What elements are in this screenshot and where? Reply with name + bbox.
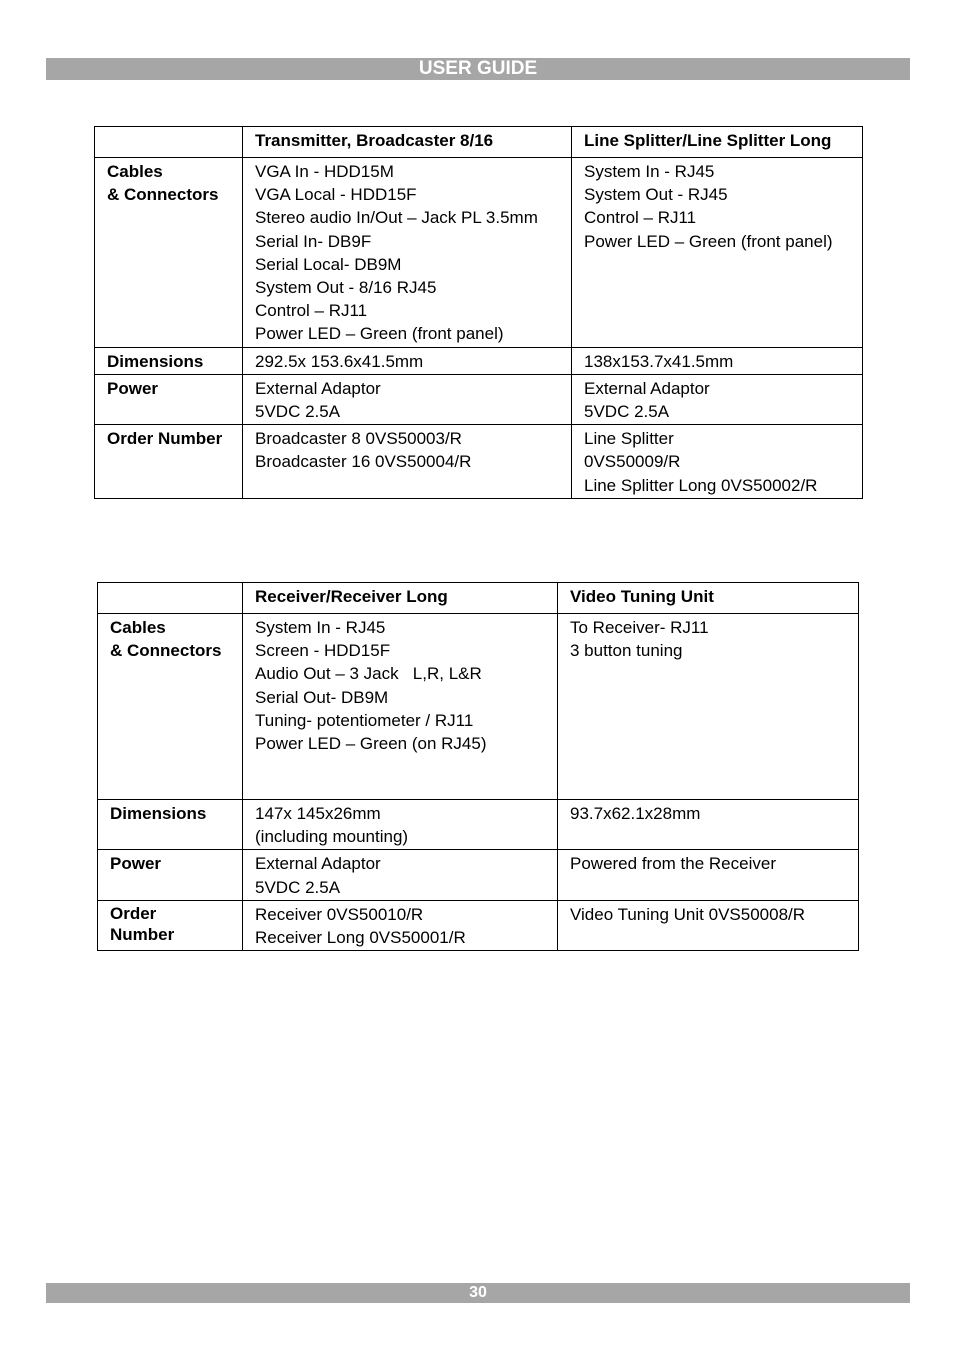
row-label-line: Power [110, 854, 162, 874]
cell-line: Powered from the Receiver [570, 854, 776, 874]
table-header-row [95, 127, 863, 158]
row-label-cables [98, 614, 243, 800]
cell-line: VGA In - HDD15M [255, 162, 394, 181]
cell-video-tuning-order [558, 900, 859, 950]
cell-line: Power LED – Green (front panel) [255, 324, 504, 344]
page-number: 30 [469, 1284, 487, 1301]
row-label-line: Cables [110, 618, 166, 637]
cell-video-tuning-power [558, 850, 859, 900]
cell-line: Broadcaster 16 0VS50004/R [255, 452, 472, 472]
cell-line: 5VDC 2.5A [584, 402, 670, 422]
cell-transmitter-order [243, 425, 572, 499]
spec-table-receiver [97, 582, 859, 951]
cell-line: Control – RJ11 [584, 208, 697, 228]
row-label-line: Order Number [107, 429, 223, 449]
cell-line: Stereo audio In/Out – Jack PL 3.5mm [255, 208, 538, 228]
row-label-order-number [98, 900, 243, 950]
page-header-title: USER GUIDE [418, 58, 538, 79]
table-row-cables [95, 158, 863, 348]
cell-receiver-order [243, 900, 558, 950]
cell-receiver-power [243, 850, 558, 900]
row-label-line: Power [107, 378, 159, 398]
cell-transmitter-power [243, 374, 572, 424]
cell-line-splitter-power [572, 374, 863, 424]
cell-transmitter-cables [243, 158, 572, 348]
cell-line: 292.5x 153.6x41.5mm [255, 351, 424, 371]
row-label-line: & Connectors [110, 641, 222, 661]
table-header-row [98, 583, 859, 614]
cell-line: Video Tuning Unit 0VS50008/R [570, 904, 806, 924]
column-header-video-tuning: Video Tuning Unit [558, 583, 859, 614]
cell-line: Broadcaster 8 0VS50003/R [255, 429, 462, 449]
cell-line: External Adaptor [255, 854, 381, 874]
row-label-power [98, 850, 243, 900]
cell-transmitter-dimensions [243, 347, 572, 374]
cell-line: Serial Local- DB9M [255, 254, 402, 274]
cell-line: Line Splitter Long 0VS50002/R [584, 475, 818, 495]
cell-line: 138x153.7x41.5mm [584, 351, 734, 371]
cell-line: Tuning- potentiometer / RJ11 [255, 710, 474, 730]
row-label-line: Dimensions [110, 804, 207, 823]
cell-line-splitter-cables [572, 158, 863, 348]
cell-line: System Out - 8/16 RJ45 [255, 278, 437, 298]
cell-line: 0VS50009/R [584, 452, 681, 472]
column-header-receiver: Receiver/Receiver Long [243, 583, 558, 614]
table-row-dimensions [95, 347, 863, 374]
column-header-line-splitter: Line Splitter/Line Splitter Long [572, 127, 863, 158]
row-label-line: & Connectors [107, 185, 219, 205]
cell-line: 5VDC 2.5A [255, 877, 341, 897]
page-header-bar [46, 58, 910, 80]
table-row-power [95, 374, 863, 424]
cell-line: Audio Out – 3 Jack L,R, L&R [255, 664, 482, 684]
cell-line: System In - RJ45 [255, 618, 386, 637]
cell-line: 3 button tuning [570, 641, 683, 661]
cell-line: System In - RJ45 [584, 162, 715, 181]
table-row-cables [98, 614, 859, 800]
table-row-dimensions [98, 800, 859, 850]
cell-line: 93.7x62.1x28mm [570, 804, 701, 823]
row-label-cables [95, 158, 243, 348]
row-label-power [95, 374, 243, 424]
cell-video-tuning-dimensions [558, 800, 859, 850]
row-label-line: Cables [107, 162, 163, 181]
spec-table-transmitter [94, 126, 863, 499]
cell-line: 5VDC 2.5A [255, 402, 341, 422]
row-label-line: Dimensions [107, 351, 204, 371]
cell-line: Receiver Long 0VS50001/R [255, 928, 466, 948]
cell-line: Serial Out- DB9M [255, 687, 389, 707]
column-header-transmitter: Transmitter, Broadcaster 8/16 [243, 127, 572, 158]
cell-line: 147x 145x26mm [255, 804, 381, 823]
cell-line: Receiver 0VS50010/R [255, 904, 424, 924]
cell-line-splitter-dimensions [572, 347, 863, 374]
row-label-line: Order [110, 903, 157, 923]
row-label-dimensions [95, 347, 243, 374]
cell-line: External Adaptor [584, 378, 710, 398]
cell-receiver-cables [243, 614, 558, 800]
cell-line: Screen - HDD15F [255, 641, 391, 661]
cell-receiver-dimensions [243, 800, 558, 850]
cell-line: Power LED – Green (on RJ45) [255, 734, 487, 754]
row-label-order-number [95, 425, 243, 499]
page-footer-bar [46, 1283, 910, 1303]
row-label-dimensions [98, 800, 243, 850]
column-header-empty [98, 583, 243, 614]
cell-line: External Adaptor [255, 378, 381, 398]
cell-video-tuning-cables [558, 614, 859, 800]
cell-line: Serial In- DB9F [255, 231, 372, 251]
column-header-empty [95, 127, 243, 158]
cell-line: Power LED – Green (front panel) [584, 231, 833, 251]
cell-line: VGA Local - HDD15F [255, 185, 417, 205]
table-row-power [98, 850, 859, 900]
row-label-line: Number [110, 924, 175, 944]
cell-line: Line Splitter [584, 429, 674, 449]
table-row-order-number [95, 425, 863, 499]
cell-line: To Receiver- RJ11 [570, 618, 709, 637]
table-row-order-number [98, 900, 859, 950]
cell-line: Control – RJ11 [255, 301, 368, 321]
cell-line-splitter-order [572, 425, 863, 499]
cell-line: (including mounting) [255, 827, 409, 847]
cell-line: System Out - RJ45 [584, 185, 728, 205]
